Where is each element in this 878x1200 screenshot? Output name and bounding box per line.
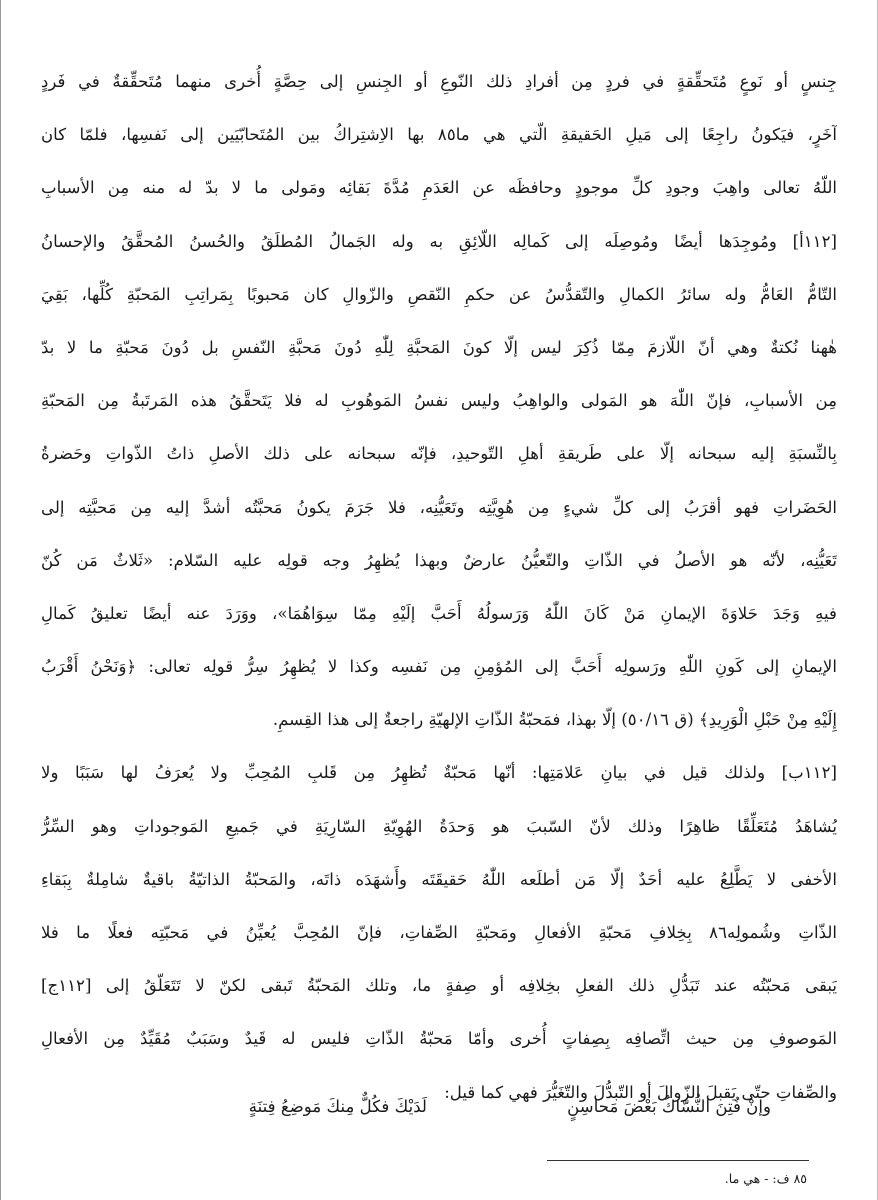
text-line: فيهِ وَجَدَ حَلاوَةَ الإيمانِ مَنْ كَانَ اللّٰهُ وَرَسولُهُ أَحَبَّ إلَيْهِ مِمّا سِوَاهُمَا»، ووَرَدَ عنه أيضًا تعليقُ كَمالِ xyxy=(41,603,837,623)
text-line: والصِّفاتِ حتّى يَقبلَ الزّوالَ أو التّبدُّلَ والتّغَيُّرَ فهي كما قيل: xyxy=(444,1082,837,1102)
footnote-divider xyxy=(547,1160,809,1161)
text-line: مِن الأسبابِ، فإنّ اللّٰهَ هو المَولى والواهِبُ وليس نفسُ المَوهُوبِ له فلا يَتَحقَّقُ هذه المَرتَبةُ مِن المَحبّةِ xyxy=(41,391,837,411)
text-line: يُشاهَدُ مُتَعَلِّقًا ظاهِرًا وذلك لأنّ السّببَ هو وَحدَةُ الهُوِيّةِ السّارِيَةِ في جَميعِ المَوجوداتِ وهو السِّرُّ xyxy=(41,816,837,836)
text-line: اللّهُ تعالى واهِبَ وجودِ كلِّ موجودٍ وحافظَه عن العَدَمِ مُدَّةَ بَقائِه ومَولى ما لا بدّ له منه مِن الأسبابِ xyxy=(41,178,837,198)
text-line: المَوصوفِ مِن حيث اتِّصافِه بِصِفاتٍ أُخرى وأمّا مَحبّةُ الذّاتِ فليس له قَيدٌ وسَبَبٌ مُقَيِّدٌ مِن الأفعالِ xyxy=(41,1029,837,1049)
text-line: يَبقى مَحبّتُه عند تَبَدُّلِ ذلك الفعلِ بخِلافِه أو صِفةٍ ما، وتلك المَحبّةُ تَبقى لكنّ لا تَتَعَلّقُ إلى [١١٢ج] xyxy=(41,976,837,996)
text-line: [١١٢أ] ومُوجِدَها أيضًا ومُوصِلَه إلى كَمالِه اللّائِقِ به وله الجَمالُ المُطلَقُ والحُسنُ المُحقَّقُ والإحسانُ xyxy=(41,231,837,251)
text-line: الإيمانِ إلى كَونِ اللّٰهِ ورَسولِه أَحَبَّ إلى المُؤمِنِ مِن نَفسِه وكذا لا يُظهِرُ سِرُّ قولِه تعالى: ﴿وَنَحْنُ أَقْرَبُ xyxy=(41,657,837,677)
text-line: الذّاتِ وشُمولِه٨٦ بِخِلافِ مَحبّةِ الأفعالِ ومَحبّةِ الصِّفاتِ، فإنّ المُحِبَّ يُعيِّنُ في مَحبّتِه فعلًا ما فلا xyxy=(41,923,837,942)
text-line: بِالنِّسبَةِ إليه سبحانه إلّا على طَريقةِ أهلِ التّوحيدِ، فإنّه سبحانه على ذلك الأصلِ ذاتُ الذّواتِ وحَضرةُ xyxy=(41,444,837,464)
text-line: الحَضَراتِ فهو أقرَبُ إلى كلِّ شيءٍ مِن هُوِيَّتِه وتَعَيُّنِه، فلا جَرَمَ يكونُ مَحبَّتُه أشدَّ إليه مِن مَحبَّتِه إلى xyxy=(41,497,837,517)
verse-second-hemistich: لَدَيْكَ فكُلٌّ مِنكَ مَوضِعُ فِتنَةٍ xyxy=(248,1097,427,1116)
text-line: هٰهنا نُكتةٌ وهي أنّ اللّازمَ مِمّا ذُكِرَ ليس إلّا كونَ المَحبَّةِ لِلّٰهِ دُونَ مَحبَّةِ النّفسِ بل دُونَ مَحبّةِ ما لا بدّ xyxy=(41,337,837,357)
text-line: جِنسٍ أو نَوعٍ مُتَحقِّقةٍ في فردٍ مِن أفرادِ ذلك النّوعِ أو الجِنسِ إلى حِصَّةٍ أُخرى منهما مُتَحقِّقةٌ في فَردٍ xyxy=(41,72,837,91)
text-line: تَعَيُّنِه، لأنّه هو الأصلُ في الذّاتِ والتّعيُّنُ عارضٌ وبهذا يُظهِرُ وجه قولِه عليه السّلام: «ثَلاثٌ مَن كُنّ xyxy=(41,550,837,570)
footnote: ٨٥ ف: - هي ما. xyxy=(724,1171,807,1186)
verse-first-hemistich: وإنْ فُتِنَ النُّسّاكُ بَعْضَ مَحاسِنٍ xyxy=(567,1097,771,1116)
text-line: آخَرٍ، فيَكونُ راجِعًا إلى مَيلِ الحَقيقةِ الّتي هي ما٨٥ بها الاِشتِراكُ بين المُتَحابّيَين إلى نَفسِها، فلمّا كان xyxy=(41,125,837,145)
main-text-block xyxy=(41,55,837,1119)
text-line: التّامُّ العَامُّ وله سائرُ الكمالِ والتّقدُّسُ عن حكمِ النّقصِ والزّوالِ كان مَحبوبًا بِمَراتِبِ المَحبّةِ كُلِّها، بَقِيَ xyxy=(41,284,837,304)
text-line: الأخفى لا يَطَّلِعُ عليه أحَدٌ إلّا مَن أطلَعه اللّٰهُ حَقيقَتَه وأَشهَدَه ذاتَه، والمَحبّةُ الذاتيّةُ باقيةٌ شامِلةٌ بِبَقاءِ xyxy=(41,869,837,889)
text-line: إِلَيْهِ مِنْ حَبْلِ الْوَرِيدِ﴾ (ق ٥٠/١٦) إلّا بهذا، فمَحبّةُ الذّاتِ الإلهيّةِ راجعةٌ إلى هذا القِسمِ. xyxy=(272,710,837,730)
text-line: [١١٢ب] ولذلك قيل في بيانِ عَلامَتِها: أنّها مَحبّةٌ تُظهِرُ مِن قَلبِ المُحِبِّ ولا يُعرَفُ لها سَبَبًا ولا xyxy=(41,763,837,783)
poetry-verse xyxy=(1,1082,877,1132)
